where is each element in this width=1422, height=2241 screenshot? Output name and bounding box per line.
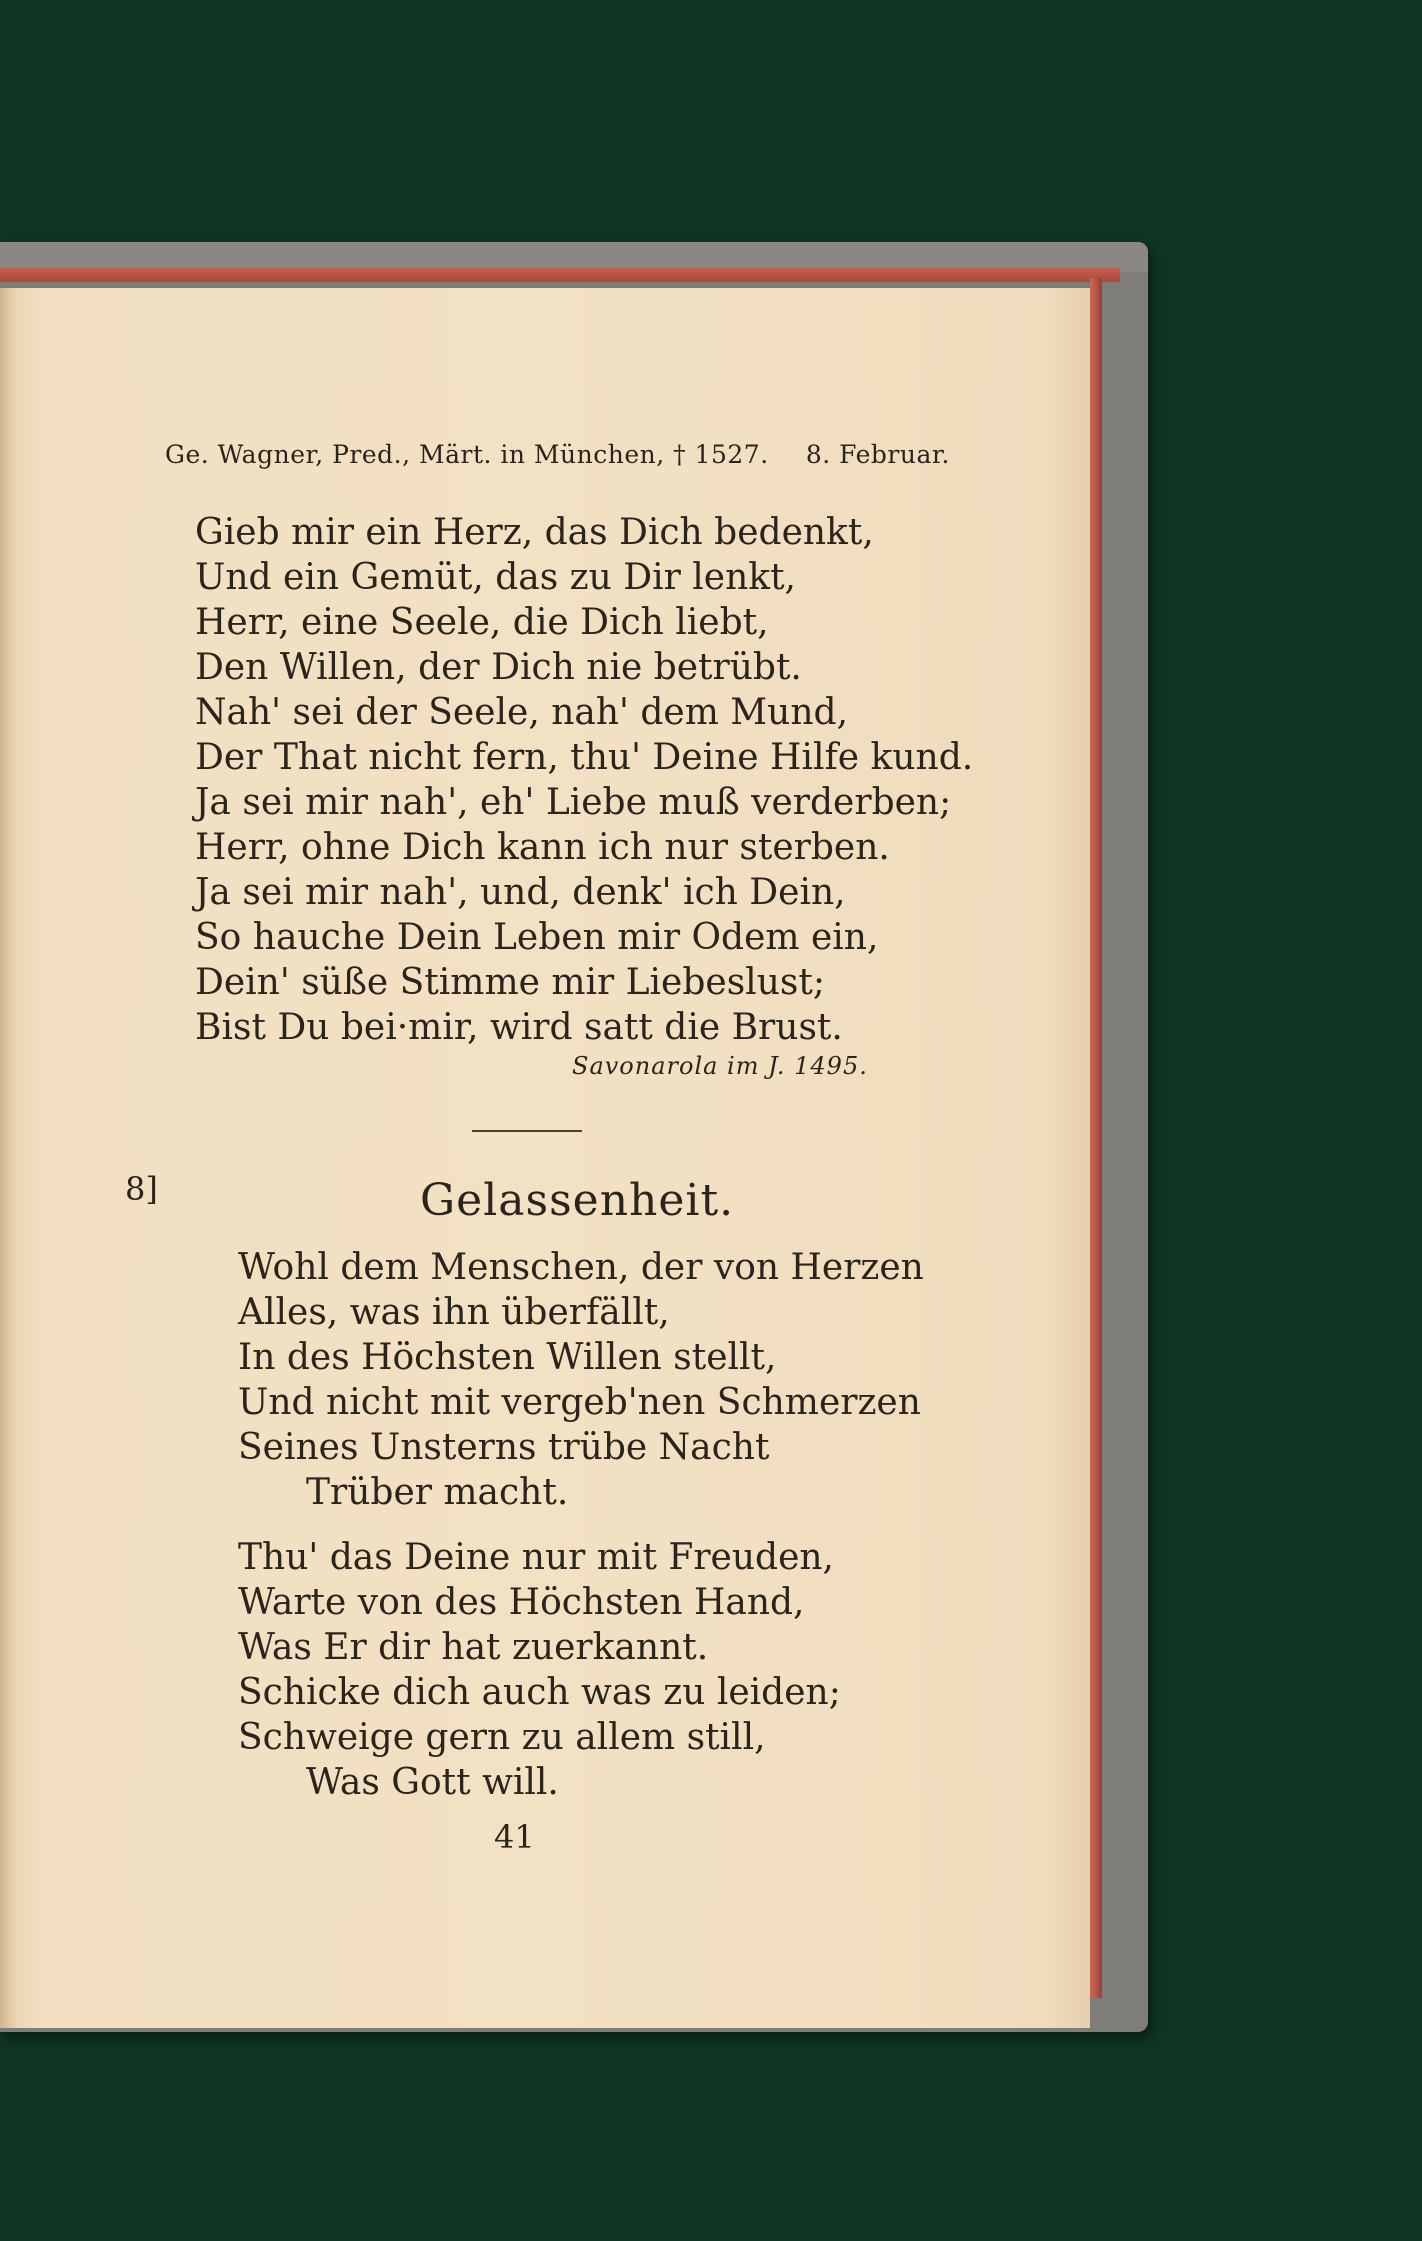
section-divider: [472, 1130, 582, 1132]
hymn-line: Seines Unsterns trübe Nacht: [238, 1427, 770, 1468]
poem1-line: Bist Du bei·mir, wird satt die Brust.: [195, 1007, 843, 1048]
poem1-line: Und ein Gemüt, das zu Dir lenkt,: [195, 557, 796, 598]
poem1-line: Ja sei mir nah', und, denk' ich Dein,: [195, 872, 846, 913]
poem1-line: Nah' sei der Seele, nah' dem Mund,: [195, 692, 849, 733]
poem1-line: Der That nicht fern, thu' Deine Hilfe kund.: [195, 737, 974, 778]
header-date: 8. Februar.: [805, 440, 950, 469]
running-header: [165, 440, 950, 469]
hymn-title: Gelassenheit.: [420, 1175, 735, 1226]
hymn-line: Was Gott will.: [306, 1762, 559, 1803]
hymn-line: Alles, was ihn überfällt,: [238, 1292, 670, 1333]
hymn-line: Trüber macht.: [306, 1472, 569, 1513]
hymn-line: Was Er dir hat zuerkannt.: [238, 1627, 709, 1668]
poem1-line: Dein' süße Stimme mir Liebeslust;: [195, 962, 825, 1003]
hymn-line: Schweige gern zu allem still,: [238, 1717, 766, 1758]
hymn-number: 8]: [125, 1170, 158, 1208]
poem1-attribution: Savonarola im J. 1495.: [572, 1052, 868, 1080]
hymn-line: Schicke dich auch was zu leiden;: [238, 1672, 841, 1713]
hymn-line: In des Höchsten Willen stellt,: [238, 1337, 777, 1378]
poem1-line: Den Willen, der Dich nie betrübt.: [195, 647, 802, 688]
poem1-line: Herr, eine Seele, die Dich liebt,: [195, 602, 769, 643]
page-number: 41: [494, 1818, 535, 1856]
hymn-line: Und nicht mit vergeb'nen Schmerzen: [238, 1382, 921, 1423]
hymn-line: Wohl dem Menschen, der von Herzen: [238, 1247, 924, 1288]
header-left: Ge. Wagner, Pred., Märt. in München, † 1527.: [165, 440, 769, 469]
hymn-line: Warte von des Höchsten Hand,: [238, 1582, 805, 1623]
page-edge-top: [0, 268, 1120, 282]
poem1-line: Herr, ohne Dich kann ich nur sterben.: [195, 827, 890, 868]
poem1-line: Ja sei mir nah', eh' Liebe muß verderben;: [195, 782, 952, 823]
poem1-line: Gieb mir ein Herz, das Dich bedenkt,: [195, 512, 874, 553]
page-edge-side: [1090, 278, 1102, 1998]
page-gutter: [0, 288, 16, 2028]
hymn-line: Thu' das Deine nur mit Freuden,: [238, 1537, 835, 1578]
poem1-line: So hauche Dein Leben mir Odem ein,: [195, 917, 879, 958]
